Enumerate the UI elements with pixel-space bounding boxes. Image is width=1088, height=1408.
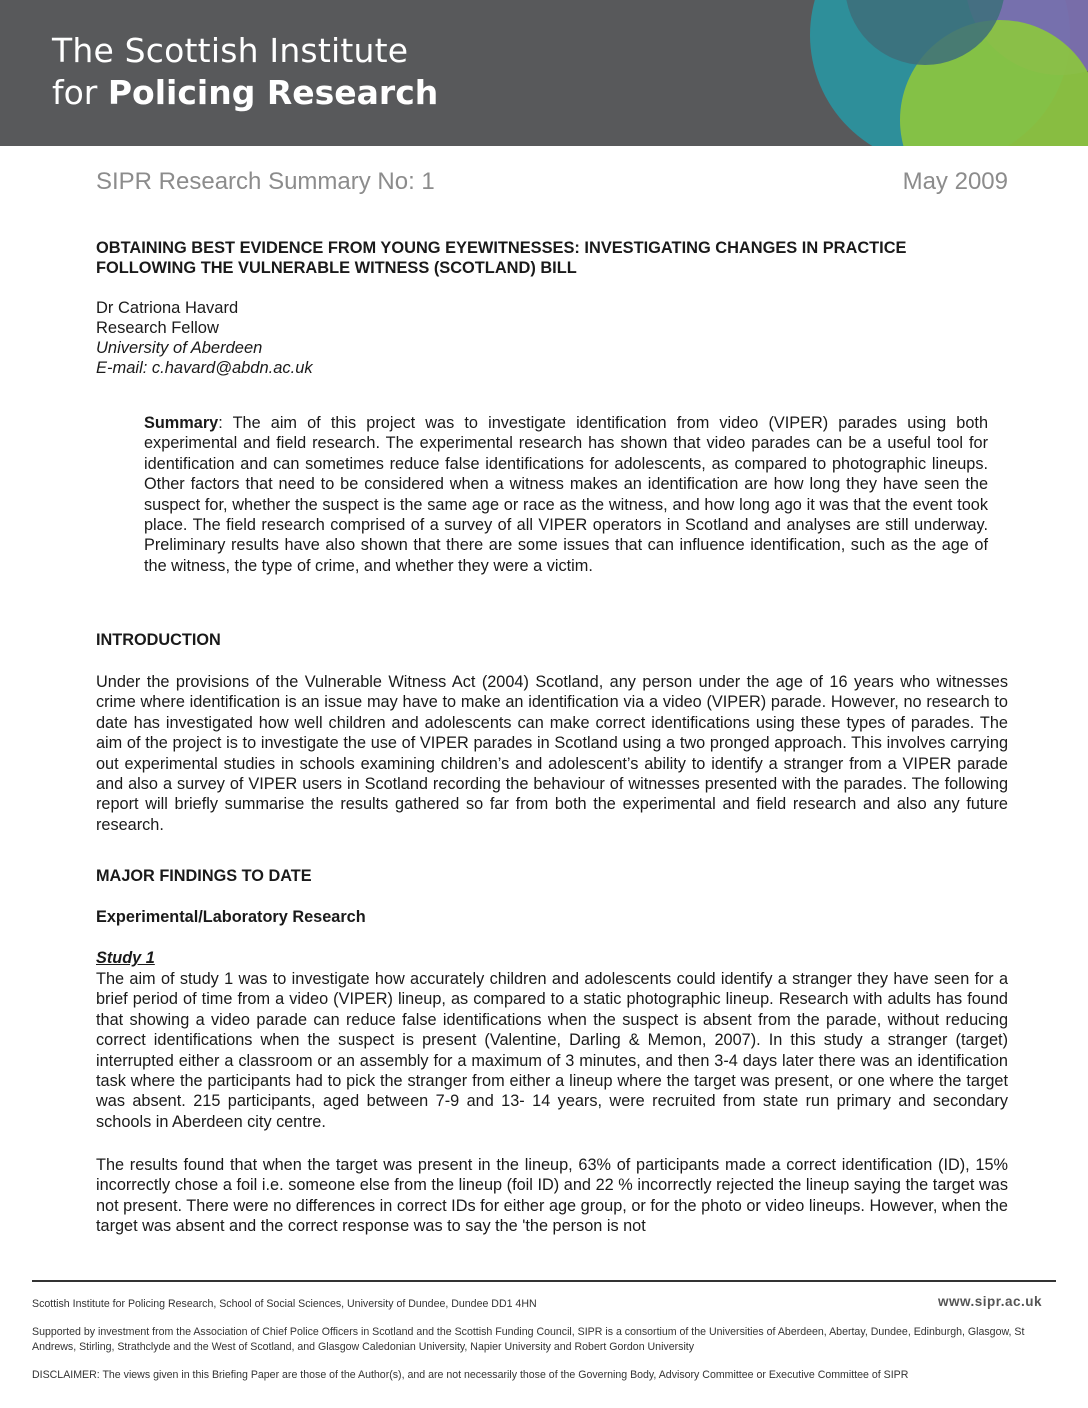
author-role: Research Fellow — [96, 319, 219, 337]
study1-paragraph: The aim of study 1 was to investigate how accurately children and adolescents could identify a stranger they have seen for a brief period of time from a video (VIPER) lineup, as compared to a static photographic lineup. Research with adults has found that showing a video parade can reduce false identifications when the suspect is absent from the parade, without reducing correct identifications when the suspect is present (Valentine, Darling & Memon, 2007). In this study a stranger (target) interrupted either a classroom or an assembly for a maximum of 3 minutes, and then 3-4 days later there was an identification task where the participants had to pick the stranger from either a lineup where the target was present, or one where the target was absent. 215 participants, aged between 7-9 and 13- 14 years, were recruited from state run primary and secondary schools in Aberdeen city centre. — [96, 970, 1008, 1131]
author-block — [96, 298, 313, 378]
footer-divider — [32, 1280, 1056, 1282]
experimental-heading: Experimental/Laboratory Research — [96, 908, 366, 926]
brand-line-1: The Scottish Institute — [52, 31, 409, 70]
study1-heading: Study 1 — [96, 949, 155, 967]
author-institution: University of Aberdeen — [96, 339, 263, 357]
series-label: SIPR Research Summary No: 1 — [96, 168, 435, 195]
author-name: Dr Catriona Havard — [96, 299, 239, 317]
introduction-paragraph: Under the provisions of the Vulnerable Witness Act (2004) Scotland, any person under the age of 16 years who witnesses crime where identification is an issue may have to make an identification via a video (VIPER) parade. However, no research to date has investigated how well children and adolescents can make correct identifications using these types of parades. The aim of the project is to investigate the use of VIPER parades in Scotland using a two pronged approach. This involves carrying out experimental studies in schools examining children’s and adolescent’s ability to identify a stranger from a VIPER parade and also a survey of VIPER users in Scotland recording the behaviour of witnesses presented with the parades. The following report will briefly summarise the results gathered so far from both the experimental and field research and also any future research. — [96, 673, 1008, 834]
introduction-heading: INTRODUCTION — [96, 631, 221, 649]
findings-heading: MAJOR FINDINGS TO DATE — [96, 867, 312, 885]
footer-address: Scottish Institute for Policing Research, School of Social Sciences, University of Dundee, Dundee DD1 4HN — [32, 1298, 537, 1310]
brand-logotype — [52, 30, 438, 114]
document-title: OBTAINING BEST EVIDENCE FROM YOUNG EYEWITNESSES: INVESTIGATING CHANGES IN PRACTICE FOLLOWING THE VULNERABLE WITNESS (SCOTLAND) BILL — [96, 239, 907, 277]
results-paragraph: The results found that when the target was present in the lineup, 63% of participants made a correct identification (ID), 15% incorrectly chose a foil i.e. someone else from the lineup (foil ID) and 22 % incorrectly rejected the lineup saying the target was not present. There were no differences in correct IDs for either age group, or for the photo or video lineups. However, when the target was absent and the correct response was to say the 'the person is not — [96, 1156, 1008, 1236]
footer-support: Supported by investment from the Association of Chief Police Officers in Scotland and the Scottish Funding Council, SIPR is a consortium of the Universities of Aberdeen, Abertay, Dundee, Edinburgh, Glasgow, St Andrews, Stirling, Strathclyde and the West of Scotland, and Glasgow Caledonian University, Napier University and Robert Gordon University — [32, 1326, 1025, 1353]
footer-website-link[interactable]: www.sipr.ac.uk — [937, 1294, 1042, 1309]
publication-date: May 2009 — [902, 168, 1008, 195]
summary-paragraph — [144, 413, 988, 576]
header-banner — [0, 0, 1088, 146]
summary-text: : The aim of this project was to investigate identification from video (VIPER) parades using both experimental and field research. The experimental research has shown that video parades can be a useful tool for identification and can sometimes reduce false identifications for adolescents, as compared to photographic lineups. Other factors that need to be considered when a witness makes an identification are how long they have seen the suspect for, whether the suspect is the same age or race as the witness, and how long ago it was that the event took place. The field research comprised of a survey of all VIPER operators in Scotland and analyses are still underway. Preliminary results have also shown that there are some issues that can influence identification, such as the age of the witness, the type of crime, and whether they were a victim. — [144, 414, 988, 575]
brand-line-2: for Policing Research — [52, 73, 439, 112]
author-email[interactable]: E-mail: c.havard@abdn.ac.uk — [96, 359, 313, 377]
footer-disclaimer: DISCLAIMER: The views given in this Briefing Paper are those of the Author(s), and are not necessarily those of the Governing Body, Advisory Committee or Executive Committee of SIPR — [32, 1369, 909, 1381]
summary-label: Summary — [144, 414, 219, 432]
